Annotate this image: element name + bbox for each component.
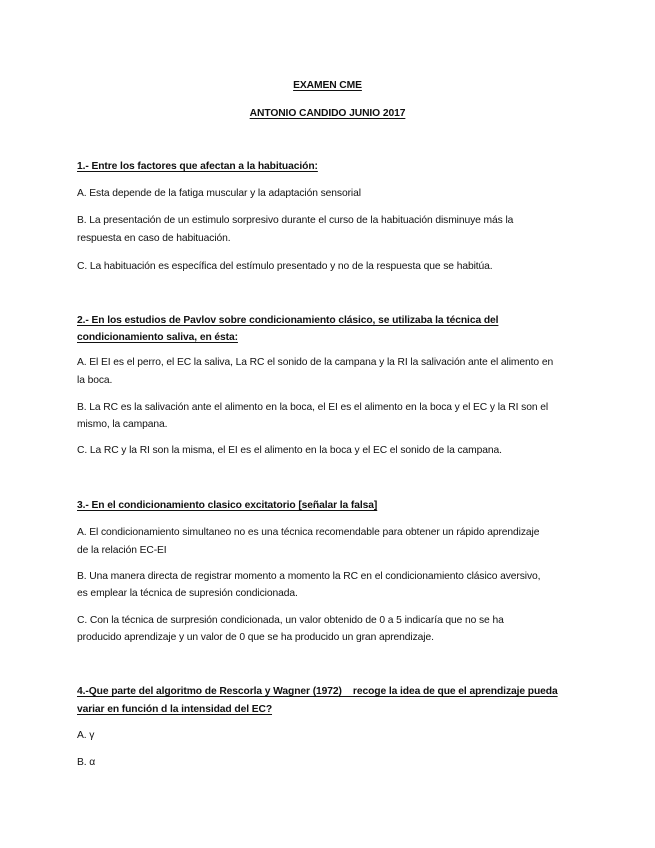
question-2-title-cont: condicionamiento saliva, en ésta: xyxy=(77,332,238,343)
question-1-option-c: C. La habituación es específica del estímulo presentado y no de la respuesta que se habitúa. xyxy=(77,261,493,272)
question-3-option-a: A. El condicionamiento simultaneo no es una técnica recomendable para obtener un rápido aprendizaje xyxy=(77,527,540,538)
question-3-option-c-cont: producido aprendizaje y un valor de 0 que se ha producido un gran aprendizaje. xyxy=(77,632,434,643)
question-2-option-a: A. El EI es el perro, el EC la saliva, La RC el sonido de la campana y la RI la salivación ante el alimento en xyxy=(77,357,554,368)
question-4-option-a: A. γ xyxy=(77,730,95,741)
question-3-option-b: B. Una manera directa de registrar momento a momento la RC en el condicionamiento clásico aversivo, xyxy=(77,571,541,582)
question-1-option-b: B. La presentación de un estimulo sorpresivo durante el curso de la habituación disminuye más la xyxy=(77,215,514,226)
question-3-title: 3.- En el condicionamiento clasico excitatorio [señalar la falsa] xyxy=(77,500,378,511)
question-1-title: 1.- Entre los factores que afectan a la habituación: xyxy=(77,161,318,172)
question-2-title: 2.- En los estudios de Pavlov sobre condicionamiento clásico, se utilizaba la técnica del xyxy=(77,315,499,326)
question-2-option-b-cont: mismo, la campana. xyxy=(77,419,168,430)
question-2-option-a-cont: la boca. xyxy=(77,375,113,386)
question-1-option-a: A. Esta depende de la fatiga muscular y la adaptación sensorial xyxy=(77,188,361,199)
question-1-option-b-cont: respuesta en caso de habituación. xyxy=(77,233,231,244)
question-2-option-c: C. La RC y la RI son la misma, el EI es el alimento en la boca y el EC el sonido de la campana. xyxy=(77,445,502,456)
question-4-title-cont: variar en función d la intensidad del EC? xyxy=(77,704,273,715)
question-3-option-a-cont: de la relación EC-EI xyxy=(77,545,167,556)
question-2-option-b: B. La RC es la salivación ante el alimento en la boca, el EI es el alimento en la boca y el EC y la RI son el xyxy=(77,402,549,413)
question-3-option-c: C. Con la técnica de surpresión condicionada, un valor obtenido de 0 a 5 indicaría que no se ha xyxy=(77,615,504,626)
question-4-option-b: B. α xyxy=(77,757,96,768)
question-4-title: 4.-Que parte del algoritmo de Rescorla y Wagner (1972) recoge la idea de que el aprendizaje pueda xyxy=(77,686,558,697)
question-3-option-b-cont: es emplear la técnica de supresión condicionada. xyxy=(77,588,298,599)
document-subtitle: ANTONIO CANDIDO JUNIO 2017 xyxy=(249,108,406,119)
document-title: EXAMEN CME xyxy=(293,80,362,91)
